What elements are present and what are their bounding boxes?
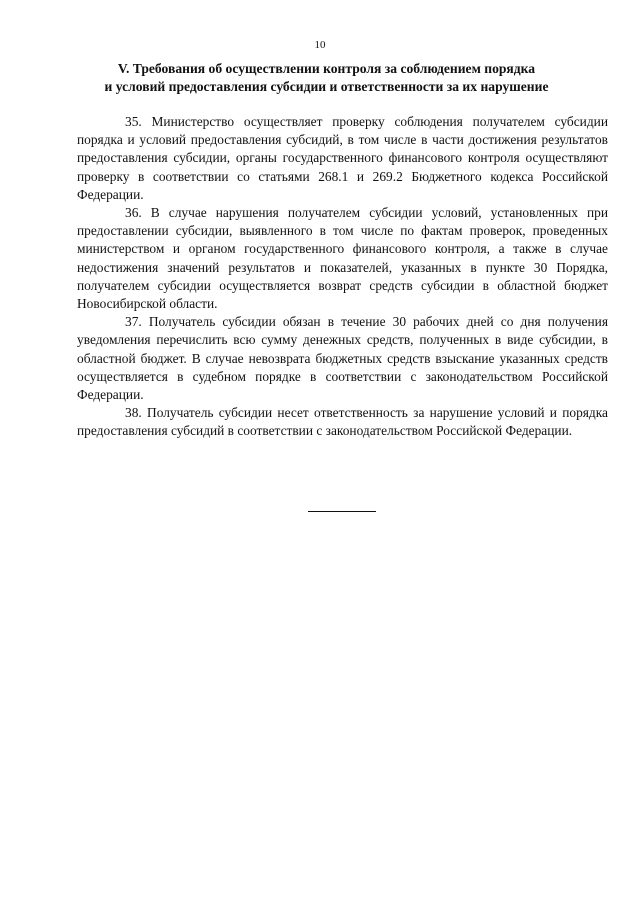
closing-divider [308, 511, 376, 512]
paragraph-38: 38. Получатель субсидии несет ответственность за нарушение условий и порядка предоставления субсидий в соответствии с законодательством Российской Федерации. [77, 405, 608, 439]
paragraph-36: 36. В случае нарушения получателем субсидии условий, установленных при предоставлении субсидии, выявленного в том числе по фактам проверок, проведенных министерством и органом государственного финансового контроля, а также в случае недостижения значений результатов и показателей, указанных в пункте 30 Порядка, получателем субсидии осуществляется возврат средств субсидии в областной бюджет Новосибирской области. [77, 205, 608, 312]
section-heading [60, 60, 593, 96]
paragraph-37: 37. Получатель субсидии обязан в течение 30 рабочих дней со дня получения уведомления перечислить всю сумму денежных средств, полученных в виде субсидии, в областной бюджет. В случае невозврата бюджетных средств взыскание указанных средств осуществляется в судебном порядке в соответствии с законодательством Российской Федерации. [77, 314, 608, 403]
page-number: 10 [314, 39, 326, 51]
section-heading-line-2: и условий предоставления субсидии и ответственности за их нарушение [104, 79, 549, 94]
section-body [77, 113, 608, 441]
section-heading-line-1: V. Требования об осуществлении контроля за соблюдением порядка [117, 61, 536, 76]
paragraph-35: 35. Министерство осуществляет проверку соблюдения получателем субсидии порядка и условий предоставления субсидий, в том числе в части достижения результатов предоставления субсидии, органы государственного финансового контроля осуществляют проверку в соответствии со статьями 268.1 и 269.2 Бюджетного кодекса Российской Федерации. [77, 114, 608, 202]
